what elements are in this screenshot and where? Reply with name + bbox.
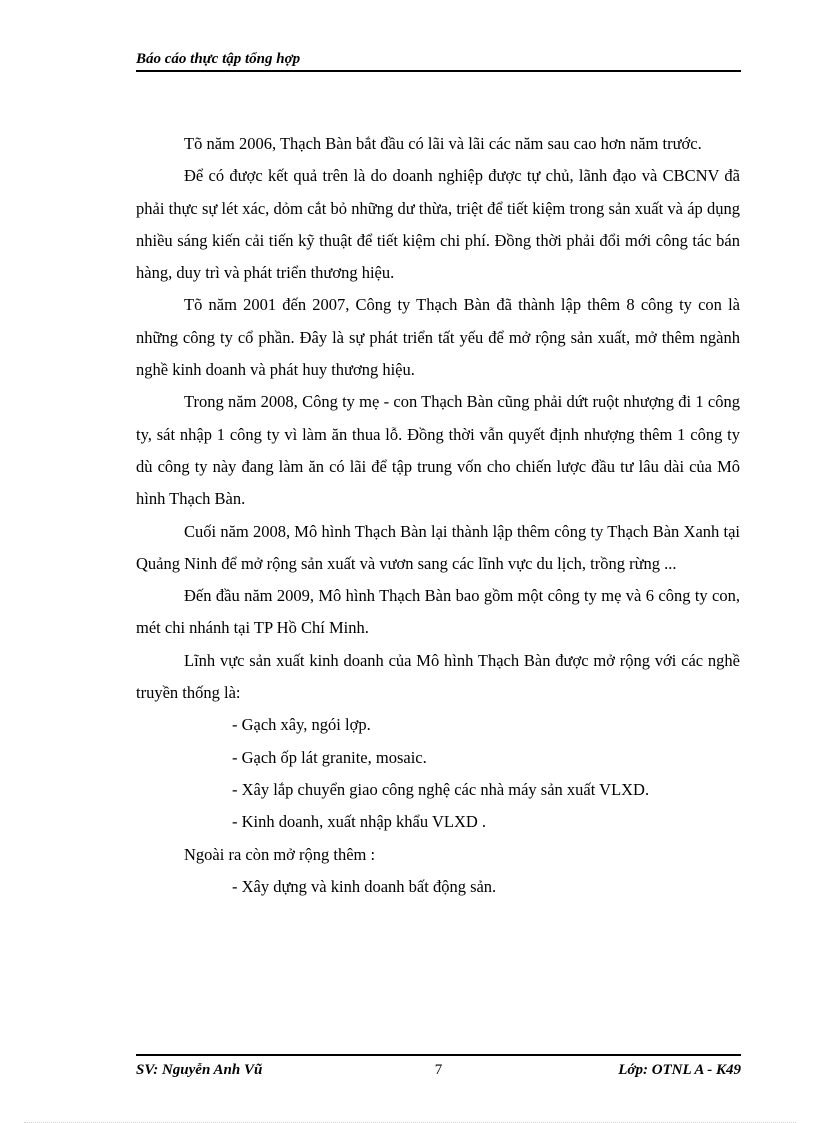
list-item: - Xây lắp chuyển giao công nghệ các nhà máy sản xuất VLXD. (232, 779, 650, 799)
paragraph-profit: Tõ năm 2006, Thạch Bàn bắt đầu có lãi và lãi các năm sau cao hơn năm trước. (184, 134, 702, 153)
document-body (136, 128, 740, 903)
page-number: 7 (434, 1062, 443, 1078)
paragraph-green-company: Cuối năm 2008, Mô hình Thạch Bàn lại thành lập thêm công ty Thạch Bàn Xanh tại Quảng Ninh để mở rộng sản xuất và vươn sang các lĩnh vực du lịch, trồng rừng ... (136, 521, 740, 573)
paragraph-subsidiaries: Tõ năm 2001 đến 2007, Công ty Thạch Bàn đã thành lập thêm 8 công ty con là những công ty cổ phần. Đây là sự phát triển tất yếu để mở rộng sản xuất, mở thêm ngành nghề kinh doanh và phát huy thương hiệu. (136, 295, 740, 380)
paragraph-2008-restructure: Trong năm 2008, Công ty mẹ - con Thạch Bàn cũng phải dứt ruột nhượng đi 1 công ty, sát nhập 1 công ty vì làm ăn thua lỗ. Đồng thời vẫn quyết định nhượng thêm 1 công ty dù công ty này đang làm ăn có lãi để tập trung vốn cho chiến lược đầu tư lâu dài của Mô hình Thạch Bàn. (136, 392, 740, 509)
paragraph-extra-intro: Ngoài ra còn mở rộng thêm : (184, 844, 376, 864)
list-item: - Gạch ốp lát granite, mosaic. (232, 747, 427, 767)
header-title: Báo cáo thực tập tổng hợp (136, 51, 301, 67)
page-footer (136, 1058, 741, 1082)
header-divider (136, 70, 741, 72)
list-item: - Kinh doanh, xuất nhập khẩu VLXD . (232, 812, 487, 832)
footer-class-name: Lớp: OTNL A - K49 (618, 1062, 741, 1078)
paragraph-2009-structure: Đến đầu năm 2009, Mô hình Thạch Bàn bao gồm một công ty mẹ và 6 công ty con, mét chi nhánh tại TP Hồ Chí Minh. (136, 586, 740, 638)
page-header (136, 48, 741, 70)
paragraph-business-fields: Lĩnh vực sản xuất kinh doanh của Mô hình Thạch Bàn được mở rộng với các nghề truyền thống là: (136, 650, 740, 703)
list-item: - Gạch xây, ngói lợp. (232, 715, 371, 735)
footer-divider (136, 1054, 741, 1056)
footer-student-name: SV: Nguyễn Anh Vũ (136, 1062, 263, 1078)
paragraph-results: Để có được kết quả trên là do doanh nghiệp được tự chủ, lãnh đạo và CBCNV đã phải thực sự lét xác, dỏm cắt bỏ những dư thừa, triệt để tiết kiệm trong sản xuất và áp dụng nhiều sáng kiến cải tiến kỹ thuật để tiết kiệm chi phí. Đồng thời phải đổi mới công tác bán hàng, duy trì và phát triển thương hiệu. (136, 166, 740, 283)
list-item: - Xây dựng và kinh doanh bất động sản. (232, 876, 497, 896)
